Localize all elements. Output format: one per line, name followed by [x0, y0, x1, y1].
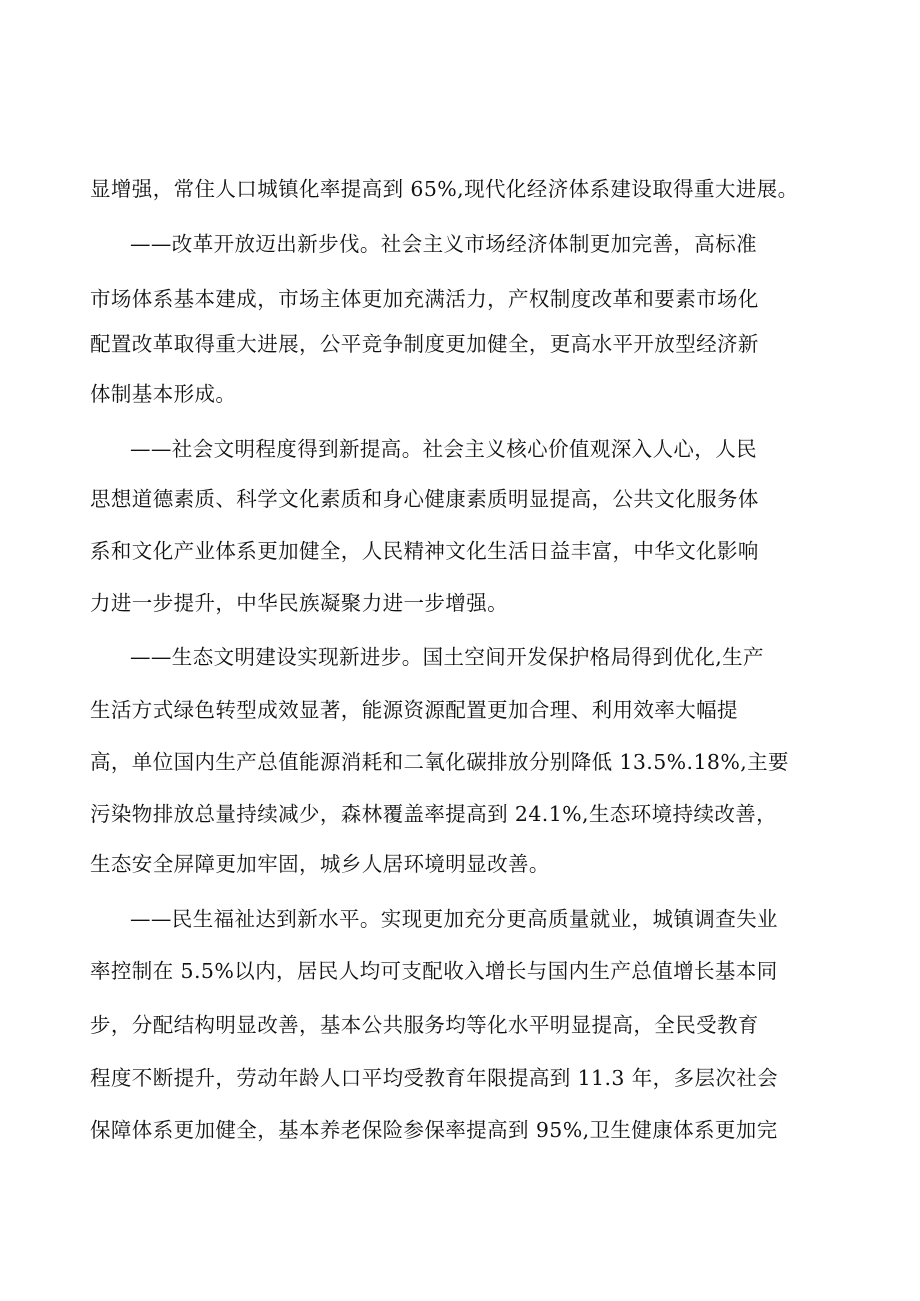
text-line: 保障体系更加健全，基本养老保险参保率提高到 95%,卫生健康体系更加完: [90, 1118, 778, 1142]
text-line: 体制基本形成。: [90, 382, 237, 406]
text-line: 步，分配结构明显改善，基本公共服务均等化水平明显提高，全民受教育: [90, 1013, 759, 1037]
text-line: 显增强，常住人口城镇化率提高到 65%,现代化经济体系建设取得重大进展。: [90, 177, 799, 201]
text-line: 力进一步提升，中华民族凝聚力进一步增强。: [90, 591, 508, 615]
text-line: ——改革开放迈出新步伐。社会主义市场经济体制更加完善，高标准: [130, 232, 757, 256]
text-line: ——社会文明程度得到新提高。社会主义核心价值观深入人心，人民: [130, 437, 757, 461]
text-line: 生态安全屏障更加牢固，城乡人居环境明显改善。: [90, 852, 550, 876]
text-line: ——民生福祉达到新水平。实现更加充分更高质量就业，城镇调查失业: [130, 907, 778, 931]
text-line: 程度不断提升，劳动年龄人口平均受教育年限提高到 11.3 年，多层次社会: [90, 1066, 779, 1090]
text-line: 配置改革取得重大进展，公平竞争制度更加健全，更高水平开放型经济新: [90, 332, 759, 356]
text-line: 污染物排放总量持续减少，森林覆盖率提高到 24.1%,生态环境持续改善，: [90, 802, 778, 826]
text-line: 市场体系基本建成，市场主体更加充满活力，产权制度改革和要素市场化: [90, 287, 759, 311]
text-line: 思想道德素质、科学文化素质和身心健康素质明显提高，公共文化服务体: [90, 487, 759, 511]
text-line: ——生态文明建设实现新进步。国土空间开发保护格局得到优化,生产: [130, 645, 764, 669]
text-line: 率控制在 5.5%以内，居民人均可支配收入增长与国内生产总值增长基本同: [90, 959, 778, 983]
text-line: 生活方式绿色转型成效显著，能源资源配置更加合理、利用效率大幅提: [90, 698, 738, 722]
text-line: 系和文化产业体系更加健全，人民精神文化生活日益丰富，中华文化影响: [90, 539, 759, 563]
text-line: 高，单位国内生产总值能源消耗和二氧化碳排放分别降低 13.5%.18%,主要: [90, 750, 789, 774]
